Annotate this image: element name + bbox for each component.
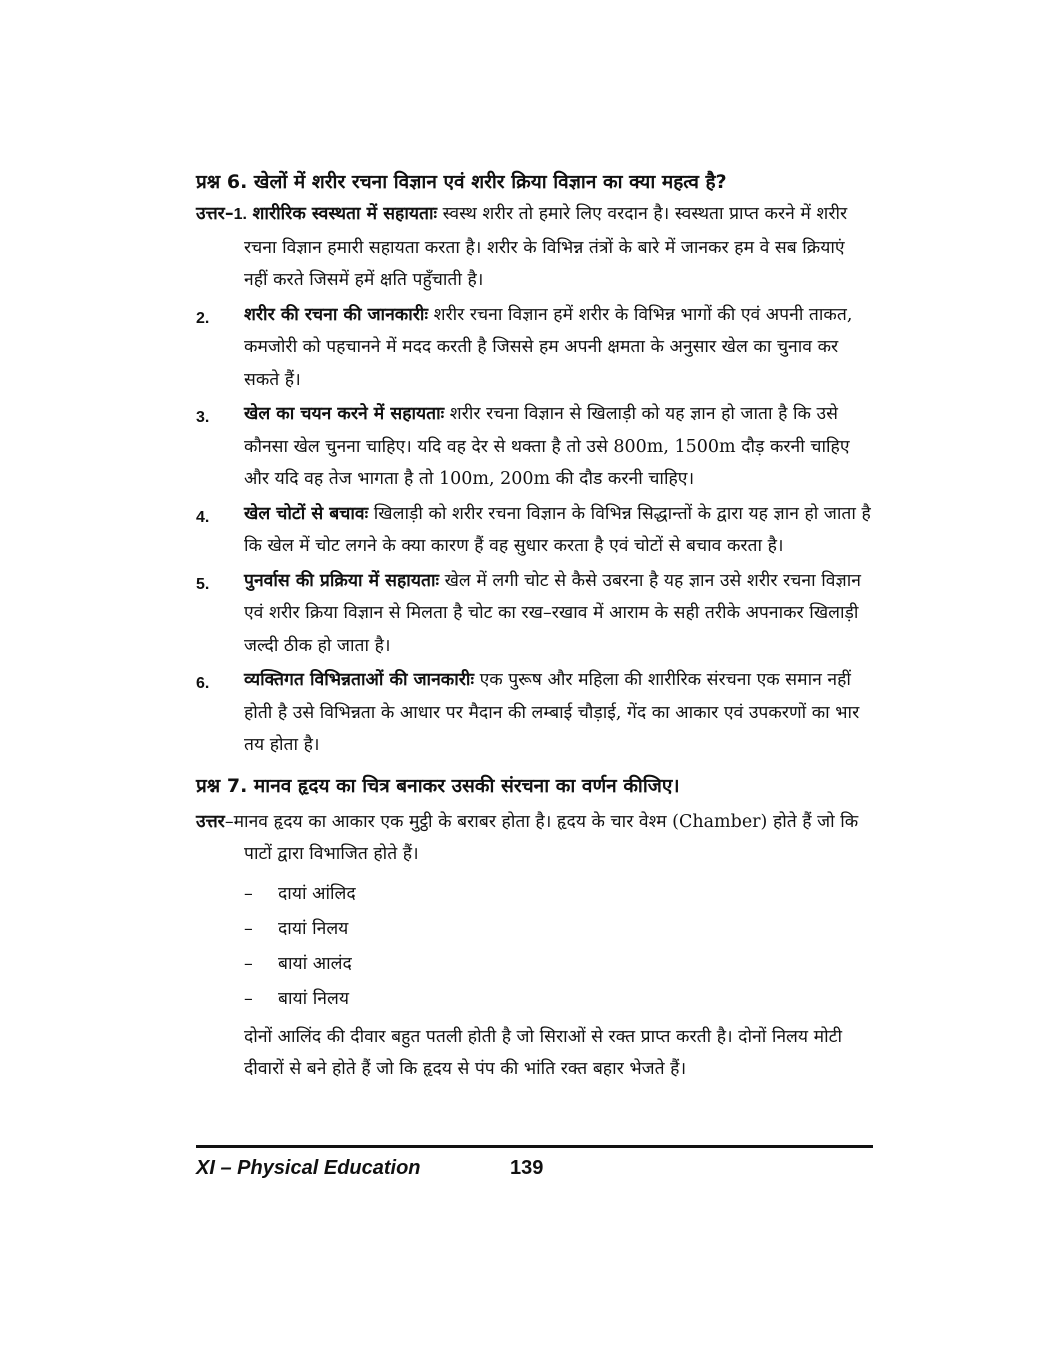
question-7: प्रश्न 7. मानव हृदय का चित्र बनाकर उसकी संरचना का वर्णन कीजिए।	[196, 774, 680, 797]
q7-answer	[196, 806, 873, 871]
q6-answer-item-4	[196, 498, 873, 563]
q6-answer-item-6	[196, 664, 873, 762]
chamber-name: बायां निलय	[278, 988, 350, 1009]
item-text: शरीर रचना विज्ञान से खिलाड़ी को यह ज्ञान हो जाता है कि उसे कौनसा खेल चुनना चाहिए। यदि वह देर से थक्ता है तो उसे 800m, 1500m दौड़ करनी चाहिए और यदि वह तेज भागता है तो 100m, 200m की दौड करनी चाहिए।	[244, 404, 850, 489]
dash-bullet: –	[244, 883, 253, 904]
item-number: 3.	[196, 409, 210, 426]
dash-bullet: –	[244, 918, 253, 939]
item-text: एक पुरूष और महिला की शारीरिक संरचना एक समान नहीं होती है उसे विभिन्नता के आधार पर मैदान की लम्बाई चौड़ाई, गेंद का आकार एवं उपकरणों का भार तय होता है।	[244, 670, 860, 755]
item-number: 6.	[196, 675, 210, 692]
page-number: 139	[510, 1157, 544, 1179]
item-text: शरीर रचना विज्ञान हमें शरीर के विभिन्न भागों की एवं अपनी ताकत, कमजोरी को पहचानने में मदद करती है जिससे हम अपनी क्षमता के अनुसार खेल का चुनाव कर सकते हैं।	[244, 304, 853, 390]
list-item	[244, 947, 873, 982]
chamber-name: बायां आलंद	[278, 953, 352, 974]
item-heading: व्यक्तिगत विभिन्नताओं की जानकारीः	[244, 670, 474, 690]
q7-closing-paragraph: दोनों आलिंद की दीवार बहुत पतली होती है जो सिराओं से रक्त प्राप्त करती है। दोनों निलय मोटी दीवारों से बने होते हैं जो कि हृदय से पंप की भांति रक्त बहार भेजते हैं।	[244, 1026, 842, 1079]
chamber-name: दायां आंलिद	[278, 883, 356, 904]
question-6: प्रश्न 6. खेलों में शरीर रचना विज्ञान एवं शरीर क्रिया विज्ञान का क्या महत्व है?	[196, 171, 727, 193]
footer-divider	[196, 1145, 873, 1148]
answer-label: उत्तर	[196, 811, 225, 832]
item-number: 4.	[196, 508, 210, 526]
item-number: 5.	[196, 575, 210, 593]
q6-answer-item-1	[196, 198, 873, 297]
item-heading: पुनर्वास की प्रक्रिया में सहायताः	[244, 570, 440, 591]
item-text: खेल में लगी चोट से कैसे उबरना है यह ज्ञान उसे शरीर रचना विज्ञान एवं शरीर क्रिया विज्ञान से मिलता है चोट का रख–रखाव में आराम के सही तरीके अपनाकर खिलाड़ी जल्दी ठीक हो जाता है।	[244, 570, 861, 656]
item-text: स्वस्थ शरीर तो हमारे लिए वरदान है। स्वस्थता प्राप्त करने में शरीर रचना विज्ञान हमारी सहायता करता है। शरीर के विभिन्न तंत्रों के बारे में जानकर हम वे सब क्रियाएं नहीं करते जिसमें हमें क्षति पहुँचाती है।	[244, 204, 848, 290]
dash-bullet: –	[244, 953, 253, 974]
dash-bullet: –	[244, 988, 253, 1009]
item-heading: खेल का चयन करने में सहायताः	[244, 404, 445, 424]
item-heading: शारीरिक स्वस्थता में सहायताः	[252, 204, 438, 224]
item-number: 2.	[196, 309, 210, 327]
q6-answer-item-3	[196, 398, 873, 496]
answer-text: –मानव हृदय का आकार एक मुट्ठी के बराबर होता है। हृदय के चार वेश्म (Chamber) होते हैं जो कि पाटों द्वारा विभाजित होते हैं।	[224, 811, 859, 864]
answer-label: उत्तर–	[196, 204, 234, 224]
item-number: 1.	[233, 206, 247, 223]
list-item	[244, 982, 873, 1017]
chamber-name: दायां निलय	[278, 918, 349, 939]
item-heading: खेल चोटों से बचावः	[244, 503, 369, 524]
q6-answer-item-5	[196, 565, 873, 663]
footer-title: XI – Physical Education	[196, 1157, 421, 1179]
q6-answer-item-2	[196, 299, 873, 397]
item-text: खिलाड़ी को शरीर रचना विज्ञान के विभिन्न सिद्धान्तों के द्वारा यह ज्ञान हो जाता है कि खेल में चोट लगने के क्या कारण हैं वह सुधार करता है एवं चोटों से बचाव करता है।	[244, 503, 871, 556]
list-item	[244, 912, 873, 947]
item-heading: शरीर की रचना की जानकारीः	[244, 304, 429, 325]
page-content	[196, 166, 873, 1086]
heart-chambers-list	[196, 877, 873, 1017]
list-item	[244, 877, 873, 912]
